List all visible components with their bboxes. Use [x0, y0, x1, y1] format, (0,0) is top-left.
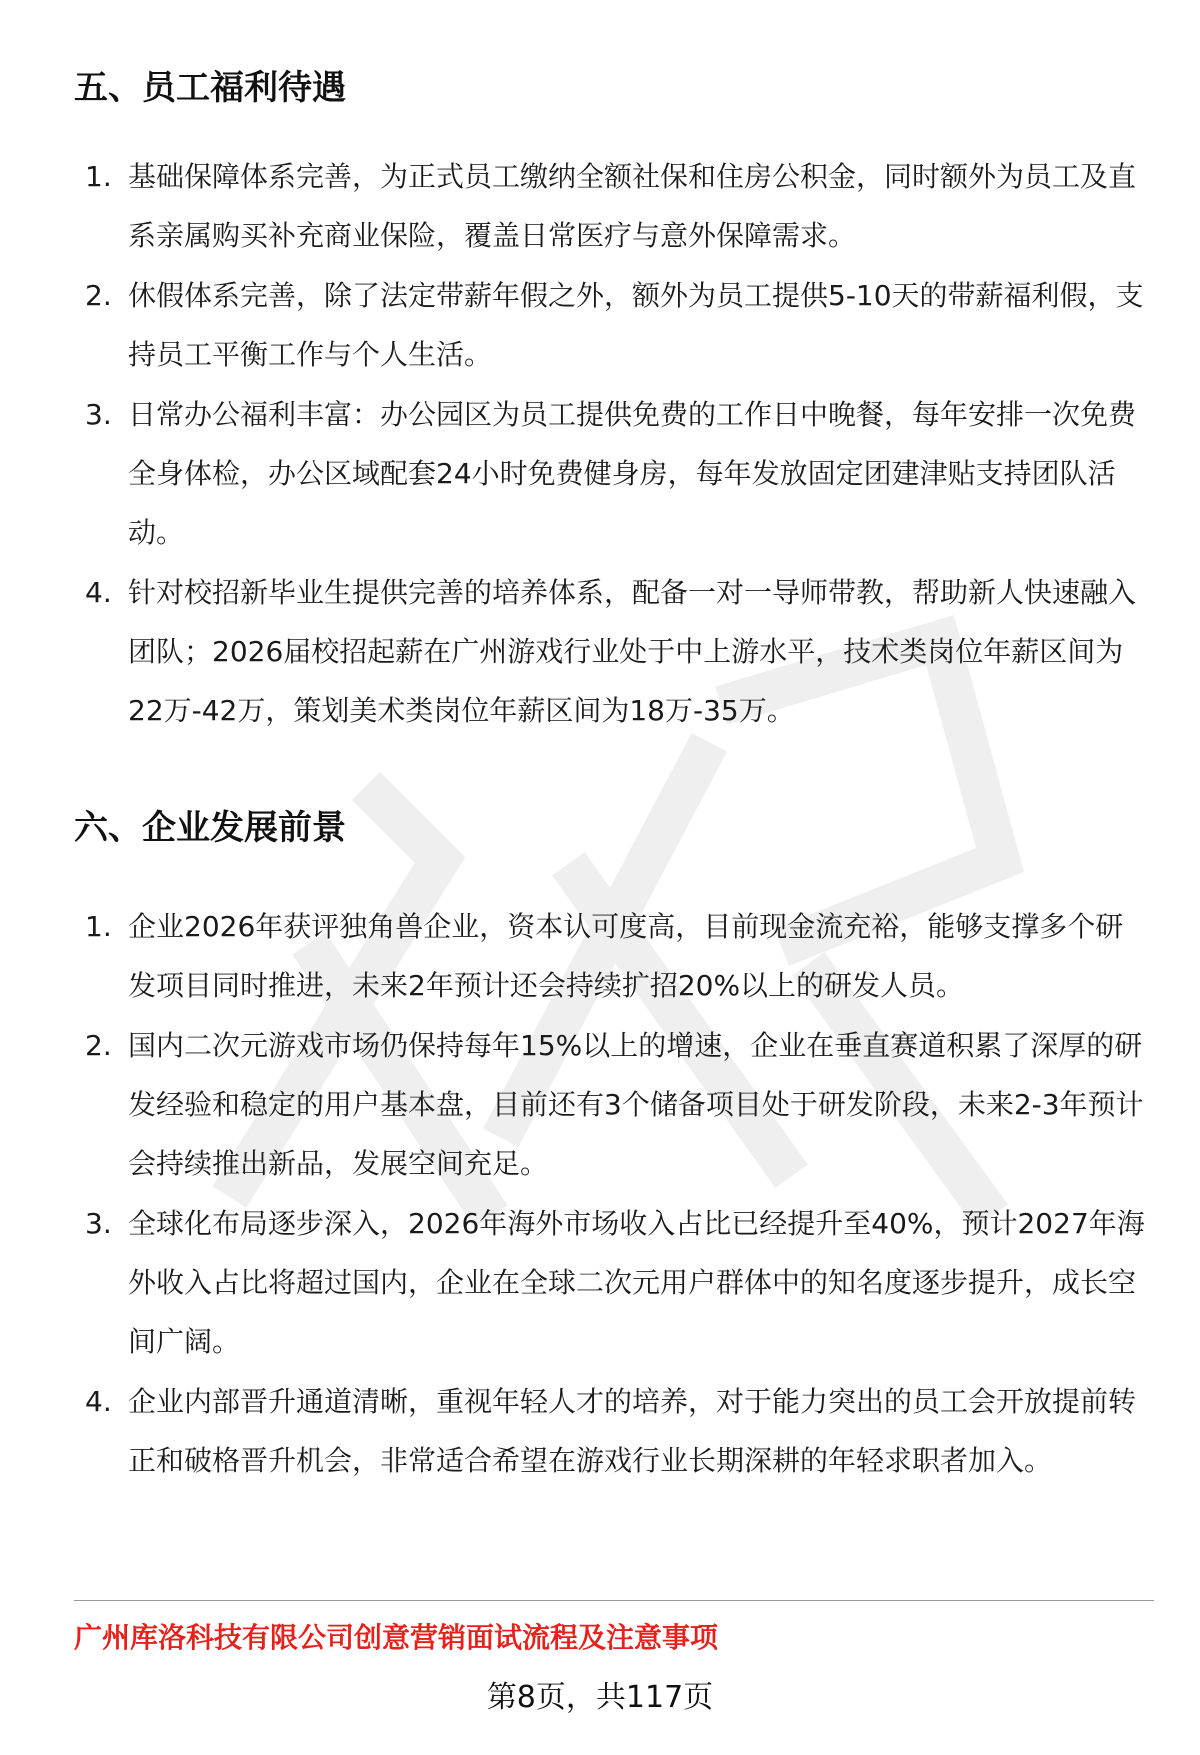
list-item [0, 1372, 1200, 1490]
list-item [0, 563, 1200, 740]
section-title-prospects: 六、企业发展前景 [74, 808, 346, 848]
footer-document-title: 广州库洛科技有限公司创意营销面试流程及注意事项 [74, 1621, 719, 1654]
list-item [0, 1194, 1200, 1371]
prospects-list [0, 897, 1200, 1491]
list-item-text: 全球化布局逐步深入，2026年海外市场收入占比已经提升至40%，预计2027年海外收入占比将超过国内，企业在全球二次元用户群体中的知名度逐步提升，成长空间广阔。 [128, 1207, 1145, 1358]
list-item-number: 1. [85, 160, 112, 193]
list-item-number: 3. [85, 1207, 112, 1240]
list-item [0, 897, 1200, 1015]
page-number: 第8页，共117页 [486, 1680, 714, 1715]
list-item [0, 266, 1200, 384]
list-item-text: 基础保障体系完善，为正式员工缴纳全额社保和住房公积金，同时额外为员工及直系亲属购买补充商业保险，覆盖日常医疗与意外保障需求。 [128, 160, 1137, 252]
list-item-number: 1. [85, 910, 112, 943]
list-item-text: 国内二次元游戏市场仍保持每年15%以上的增速，企业在垂直赛道积累了深厚的研发经验和稳定的用户基本盘，目前还有3个储备项目处于研发阶段，未来2-3年预计会持续推出新品，发展空间充足。 [128, 1029, 1144, 1180]
list-item-number: 2. [85, 279, 112, 312]
list-item-number: 3. [85, 398, 112, 431]
list-item [0, 385, 1200, 562]
list-item-text: 日常办公福利丰富：办公园区为员工提供免费的工作日中晚餐，每年安排一次免费全身体检，办公区域配套24小时免费健身房，每年发放固定团建津贴支持团队活动。 [128, 398, 1137, 549]
benefits-list [0, 147, 1200, 741]
list-item-number: 4. [85, 576, 112, 609]
list-item [0, 147, 1200, 265]
section-title-benefits: 五、员工福利待遇 [74, 68, 346, 108]
list-item-text: 企业2026年获评独角兽企业，资本认可度高，目前现金流充裕，能够支撑多个研发项目同时推进，未来2年预计还会持续扩招20%以上的研发人员。 [128, 910, 1124, 1002]
list-item-number: 4. [85, 1385, 112, 1418]
footer-divider [74, 1600, 1154, 1601]
list-item-text: 针对校招新毕业生提供完善的培养体系，配备一对一导师带教，帮助新人快速融入团队；2026届校招起薪在广州游戏行业处于中上游水平，技术类岗位年薪区间为22万-42万，策划美术类岗位年薪区间为18万-35万。 [128, 576, 1137, 727]
list-item [0, 1016, 1200, 1193]
list-item-text: 休假体系完善，除了法定带薪年假之外，额外为员工提供5-10天的带薪福利假，支持员工平衡工作与个人生活。 [128, 279, 1144, 371]
list-item-text: 企业内部晋升通道清晰，重视年轻人才的培养，对于能力突出的员工会开放提前转正和破格晋升机会，非常适合希望在游戏行业长期深耕的年轻求职者加入。 [128, 1385, 1137, 1477]
list-item-number: 2. [85, 1029, 112, 1062]
